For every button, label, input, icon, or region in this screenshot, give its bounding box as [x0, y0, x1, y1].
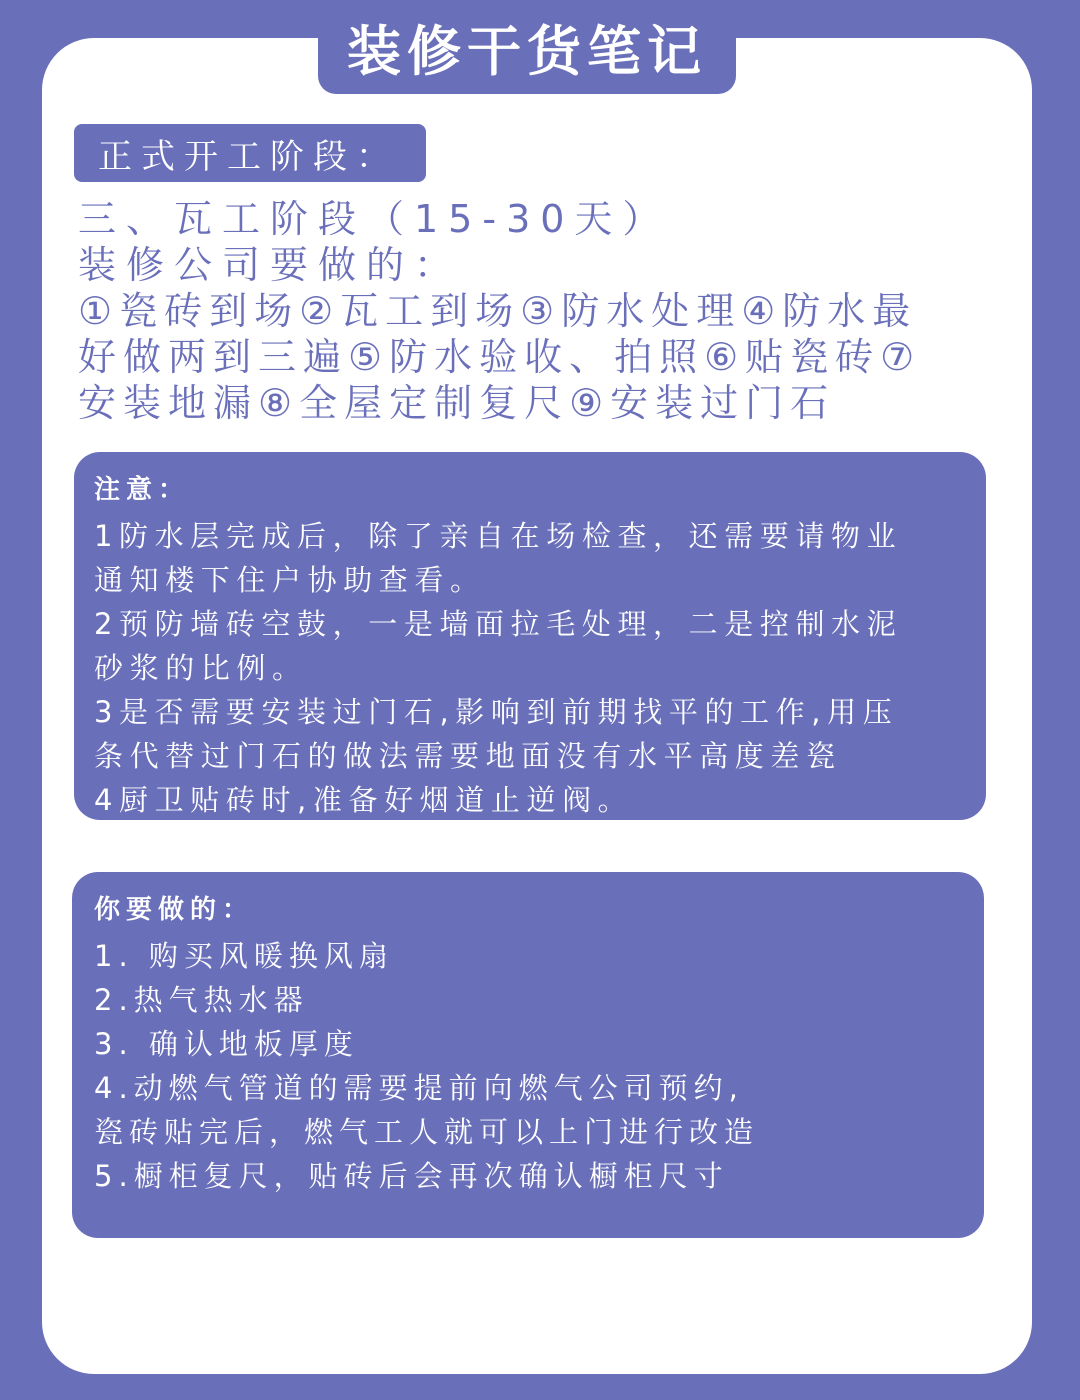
note-box-title: 注意：	[94, 475, 191, 505]
intro-line: 三、瓦工阶段（15-30天）	[78, 197, 671, 241]
page-title: 装修干货笔记	[347, 19, 707, 83]
todo-line: 瓷砖贴完后，燃气工人就可以上门进行改造	[94, 1115, 760, 1149]
intro-line: 安装地漏⑧全屋定制复尺⑨安装过门石	[78, 381, 836, 425]
note-line: 砂浆的比例。	[94, 651, 308, 685]
intro-section	[78, 196, 1018, 426]
note-line: 1防水层完成后，除了亲自在场检查，还需要请物业	[94, 519, 903, 553]
note-line: 3是否需要安装过门石,影响到前期找平的工作,用压	[94, 695, 899, 729]
stage-label: 正式开工阶段：	[98, 136, 399, 177]
intro-line: ①瓷砖到场②瓦工到场③防水处理④防水最	[78, 289, 918, 333]
todo-line: 2.热气热水器	[94, 983, 309, 1017]
todo-line: 1. 购买风暖换风扇	[94, 939, 394, 973]
stage-label-pill	[74, 124, 426, 182]
note-line: 条代替过门石的做法需要地面没有水平高度差瓷	[94, 739, 842, 773]
note-line: 4厨卫贴砖时,准备好烟道止逆阀。	[94, 783, 634, 817]
note-line: 2预防墙砖空鼓，一是墙面拉毛处理，二是控制水泥	[94, 607, 903, 641]
intro-line: 装修公司要做的：	[78, 243, 463, 287]
intro-line: 好做两到三遍⑤防水验收、拍照⑥贴瓷砖⑦	[78, 335, 922, 379]
note-box	[74, 452, 986, 820]
todo-box-title: 你要做的：	[94, 895, 255, 925]
todo-line: 5.橱柜复尺，贴砖后会再次确认橱柜尺寸	[94, 1159, 729, 1193]
todo-line: 3. 确认地板厚度	[94, 1027, 359, 1061]
note-line: 通知楼下住户协助查看。	[94, 563, 486, 597]
todo-line: 4.动燃气管道的需要提前向燃气公司预约,	[94, 1071, 744, 1105]
title-tab	[318, 0, 736, 94]
todo-box	[72, 872, 984, 1238]
